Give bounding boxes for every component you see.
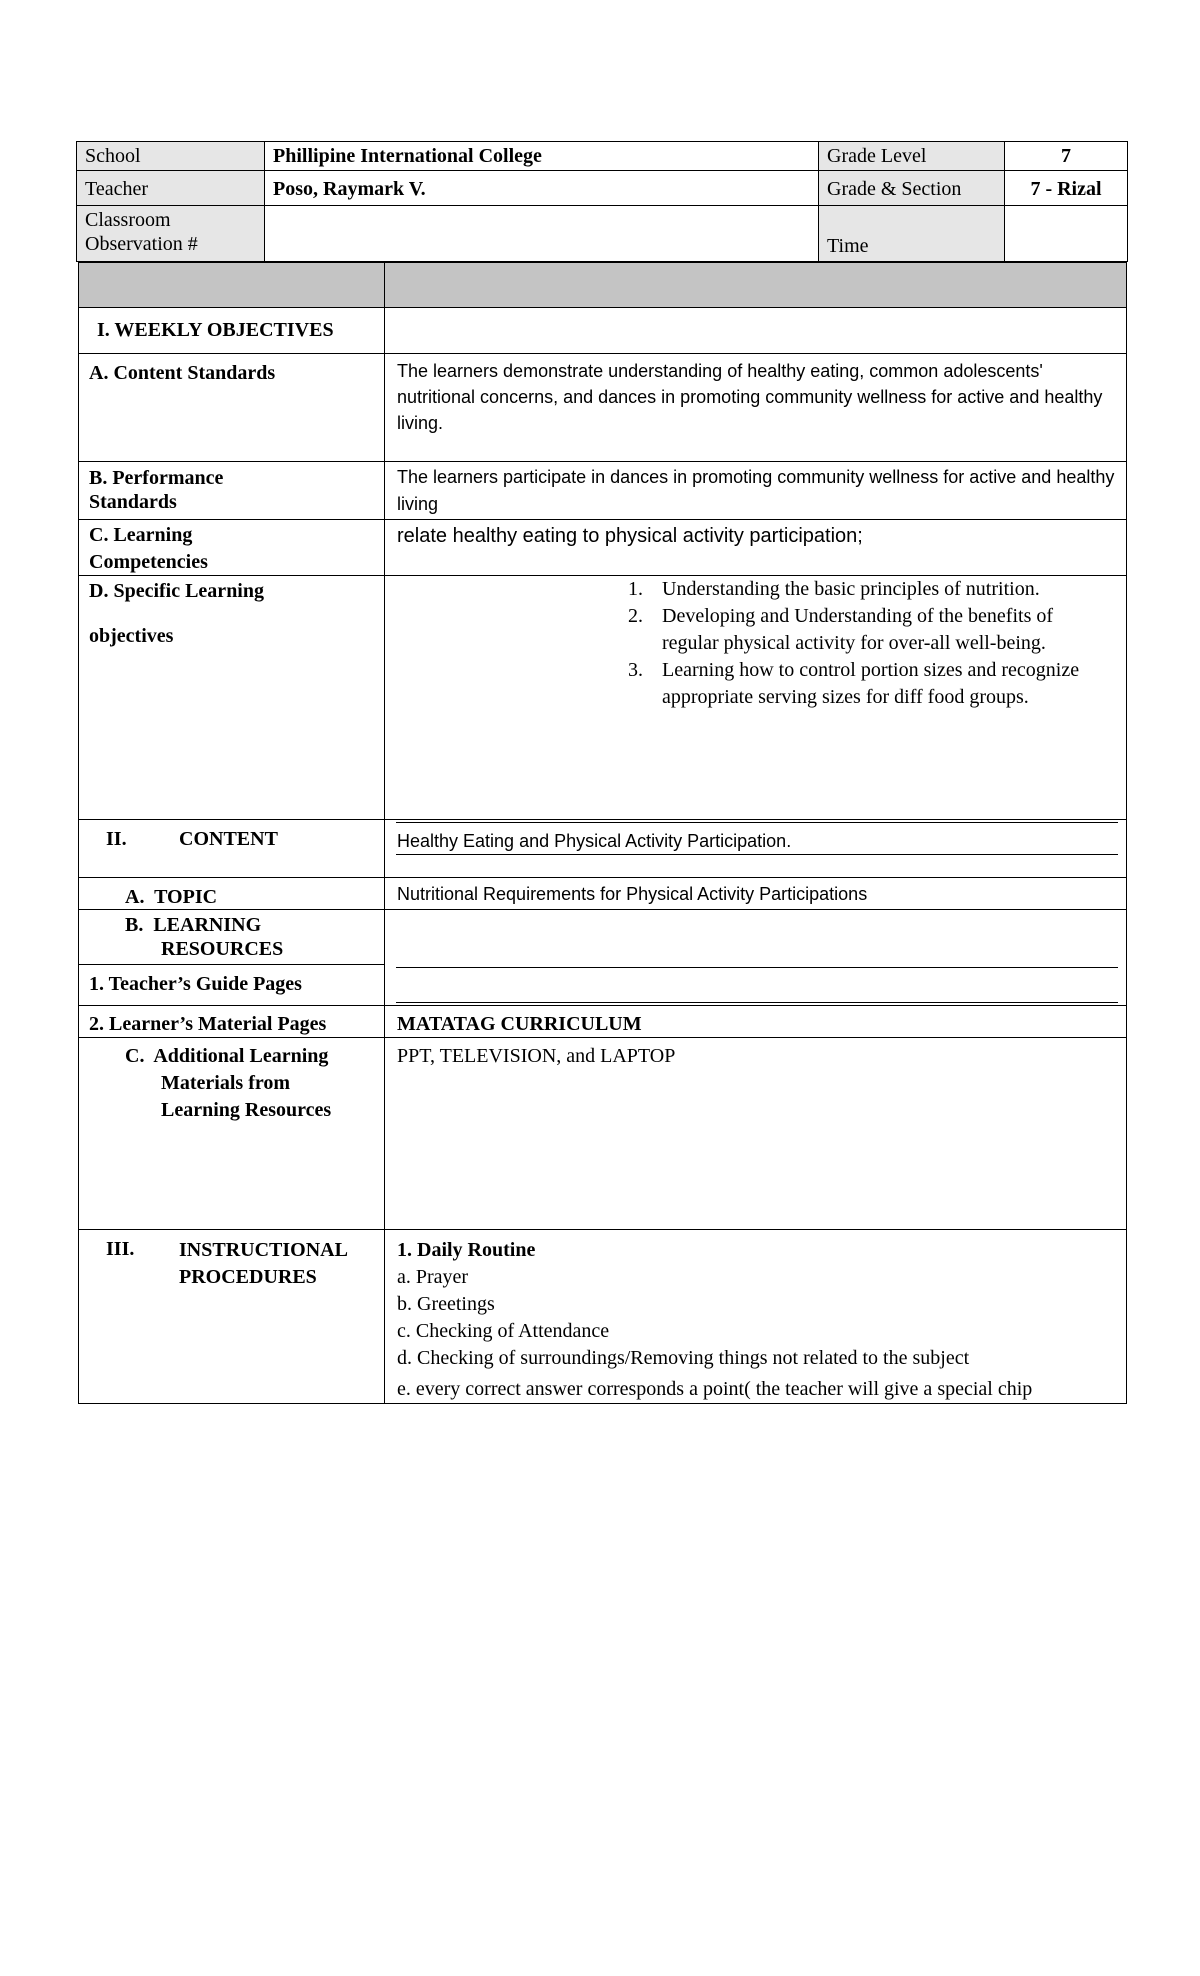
grade-level-value: 7 [1061, 145, 1071, 167]
header-divider [77, 205, 1127, 206]
routine-item: e. every correct answer corresponds a point( the teacher will give a special chip [397, 1378, 1033, 1400]
routine-item: c. Checking of Attendance [397, 1320, 610, 1342]
lesson-plan-table [78, 262, 1127, 1404]
content-number: II. [106, 828, 127, 850]
objective-text: Learning how to control portion sizes and recognize appropriate serving sizes for diff food groups. [662, 659, 1080, 708]
header-table [76, 141, 1128, 262]
grade-section-label: Grade & Section [819, 171, 1005, 206]
weekly-objectives-heading: I. WEEKLY OBJECTIVES [97, 319, 334, 341]
learning-resources-label [125, 913, 283, 961]
objective-number: 1. [628, 578, 643, 600]
daily-routine [397, 1237, 1032, 1403]
row-divider [79, 909, 1126, 910]
learners-material-text: MATATAG CURRICULUM [397, 1013, 642, 1035]
observation-label-line2: Observation # [85, 233, 198, 255]
performance-standards-label-line2: Standards [89, 491, 177, 513]
header-divider [264, 142, 265, 261]
underline [396, 854, 1118, 855]
content-standards-label: A. Content Standards [89, 362, 276, 384]
learning-resources-label-line2: RESOURCES [161, 938, 284, 960]
specific-objectives-label [89, 579, 379, 648]
time-value [1005, 206, 1127, 261]
row-divider [79, 1037, 1126, 1038]
learning-competencies-text: relate healthy eating to physical activity participation; [397, 525, 863, 547]
school-value: Phillipine International College [273, 145, 542, 167]
learning-competencies-label-line2: Competencies [89, 551, 208, 573]
performance-standards-text: The learners participate in dances in promoting community wellness for active and healthy living [397, 467, 1115, 514]
routine-item: b. Greetings [397, 1293, 495, 1315]
objective-text: Developing and Understanding of the benefits of regular physical activity for over-all well-being. [662, 605, 1054, 654]
objective-item [628, 603, 1098, 657]
additional-materials-label-line1: C. Additional Learning [125, 1045, 329, 1067]
learning-competencies-label-line1: C. Learning [89, 524, 193, 546]
underline [396, 822, 1118, 823]
additional-materials-label [125, 1043, 331, 1124]
header-divider [1004, 142, 1005, 261]
routine-title: 1. Daily Routine [397, 1239, 536, 1261]
teacher-label: Teacher [77, 171, 265, 206]
additional-materials-text: PPT, TELEVISION, and LAPTOP [397, 1045, 676, 1067]
observation-value [265, 206, 819, 261]
objective-item [628, 576, 1098, 603]
routine-item: d. Checking of surroundings/Removing things not related to the subject [397, 1347, 970, 1369]
school-label: School [77, 142, 265, 171]
header-divider [818, 142, 819, 261]
learners-material-label: 2. Learner’s Material Pages [89, 1013, 327, 1035]
row-divider [79, 1005, 1126, 1006]
content-standards-text: The learners demonstrate understanding of healthy eating, common adolescents' nutritional concerns, and dances in promoting community wellness for active and healthy living. [397, 361, 1103, 433]
instructional-number: III. [106, 1238, 135, 1260]
objective-text: Understanding the basic principles of nutrition. [662, 578, 1040, 600]
row-divider [79, 819, 1126, 820]
learning-competencies-label [89, 522, 379, 576]
topic-text: Nutritional Requirements for Physical Activity Participations [397, 884, 868, 904]
grade-level-label: Grade Level [819, 142, 1005, 171]
content-label: CONTENT [179, 828, 278, 850]
row-divider [79, 307, 1126, 308]
instructional-label-line1: INSTRUCTIONAL [179, 1239, 348, 1261]
observation-label [77, 206, 265, 261]
specific-objectives-label-line1: D. Specific Learning [89, 580, 264, 602]
objective-number: 2. [628, 605, 643, 627]
specific-objectives-list [628, 576, 1098, 711]
specific-objectives-label-line2: objectives [89, 625, 174, 647]
teacher-value: Poso, Raymark V. [273, 178, 426, 200]
underline [396, 1002, 1118, 1003]
header-shade-right [385, 263, 1126, 307]
grade-section-value: 7 - Rizal [1030, 178, 1102, 200]
topic-label: A. TOPIC [125, 886, 218, 908]
underline [396, 967, 1118, 968]
content-text: Healthy Eating and Physical Activity Participation. [397, 831, 792, 851]
additional-materials-label-line3: Learning Resources [161, 1099, 332, 1121]
performance-standards-label [89, 466, 379, 514]
row-divider [79, 877, 1126, 878]
header-divider [77, 170, 1127, 171]
objective-number: 3. [628, 659, 643, 681]
teachers-guide-label: 1. Teacher’s Guide Pages [89, 973, 302, 995]
instructional-label-line2: PROCEDURES [179, 1266, 317, 1288]
column-divider [384, 263, 385, 1403]
routine-item: a. Prayer [397, 1266, 469, 1288]
row-divider [79, 1229, 1126, 1230]
row-divider [79, 353, 1126, 354]
performance-standards-label-line1: B. Performance [89, 467, 224, 489]
row-divider [79, 461, 1126, 462]
header-shade-left [79, 263, 384, 307]
instructional-label [179, 1237, 348, 1291]
time-label: Time [819, 206, 1005, 261]
row-divider [79, 519, 1126, 520]
objective-item [628, 657, 1098, 711]
additional-materials-label-line2: Materials from [161, 1072, 291, 1094]
row-divider [79, 964, 385, 965]
learning-resources-label-line1: B. LEARNING [125, 914, 262, 936]
observation-label-line1: Classroom [85, 209, 171, 231]
